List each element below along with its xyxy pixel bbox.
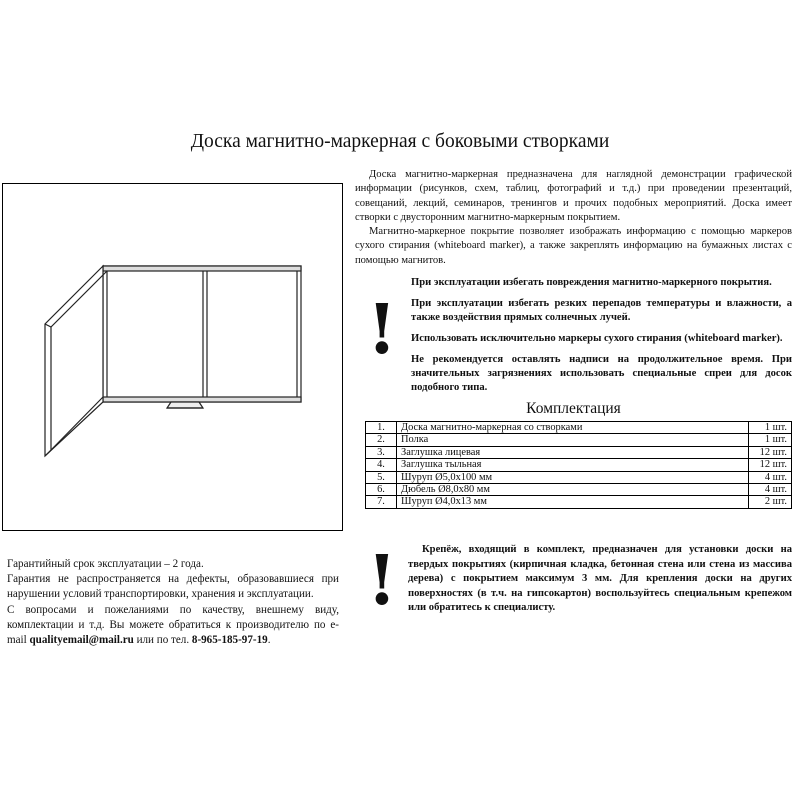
table-row bbox=[366, 422, 792, 434]
contact-text: . bbox=[267, 634, 271, 647]
contact-email[interactable]: qualityemail@mail.ru bbox=[29, 634, 134, 647]
warning-item: Не рекомендуется оставлять надписи на продолжительное время. При значительных загрязнениях использовать специальные спреи для досок подобного типа. bbox=[411, 354, 792, 393]
warning-item: При эксплуатации избегать резких перепадов температуры и влажности, а также воздействия прямых солнечных лучей. bbox=[411, 298, 792, 323]
item-qty: 1 шт. bbox=[749, 422, 792, 434]
row-number: 1. bbox=[366, 422, 397, 434]
exclamation-icon: ! bbox=[367, 290, 397, 370]
item-qty: 1 шт. bbox=[749, 434, 792, 446]
guarantee-info bbox=[7, 557, 339, 648]
whiteboard-drawing bbox=[3, 184, 344, 532]
contact-info bbox=[7, 603, 339, 649]
page-title: Доска магнитно-маркерная с боковыми створками bbox=[190, 131, 610, 152]
table-row bbox=[366, 446, 792, 458]
guarantee-exclusions: Гарантия не распространяется на дефекты, образовавшиеся при нарушении условий транспортировки, хранения и эксплуатации. bbox=[7, 573, 339, 601]
contact-phone: 8-965-185-97-19 bbox=[191, 634, 268, 647]
mounting-note: Крепёж, входящий в комплект, предназначен для установки доски на твердых покрытиях (кирпичная кладка, бетонная стена или стена из массива дерева) с покрытием максимум 3 мм. Для крепления доски на других поверхностях (в т.ч. на гипсокартон) воспользуйтесь специальным крепежом или обратитесь к специалисту. bbox=[408, 544, 792, 614]
row-number: 3. bbox=[366, 446, 397, 458]
item-qty: 4 шт. bbox=[749, 484, 792, 496]
warning-item: Использовать исключительно маркеры сухого стирания (whiteboard marker). bbox=[411, 333, 783, 344]
item-name: Доска магнитно-маркерная со створками bbox=[397, 422, 749, 434]
warnings-list bbox=[411, 276, 792, 402]
item-qty: 12 шт. bbox=[749, 446, 792, 458]
contact-text: С вопросами и пожеланиями по качеству, внешнему виду, комплектации и т.д. Вы можете обратиться к производителю по e-mail bbox=[7, 603, 339, 647]
table-row bbox=[366, 459, 792, 471]
description-paragraph: Магнитно-маркерное покрытие позволяет изображать информацию с помощью маркеров сухого стирания (whiteboard marker), а также закреплять информацию на бумажных листах с помощью магнитов. bbox=[355, 226, 792, 266]
guarantee-term: Гарантийный срок эксплуатации – 2 года. bbox=[7, 558, 204, 570]
item-qty: 12 шт. bbox=[749, 459, 792, 471]
item-name: Шуруп Ø5,0х100 мм bbox=[397, 471, 749, 483]
row-number: 2. bbox=[366, 434, 397, 446]
table-row bbox=[366, 496, 792, 508]
row-number: 6. bbox=[366, 484, 397, 496]
row-number: 4. bbox=[366, 459, 397, 471]
warning-item: При эксплуатации избегать повреждения магнитно-маркерного покрытия. bbox=[411, 277, 772, 288]
item-qty: 4 шт. bbox=[749, 471, 792, 483]
kit-table bbox=[365, 421, 792, 509]
row-number: 5. bbox=[366, 471, 397, 483]
description-paragraph: Доска магнитно-маркерная предназначена для наглядной демонстрации графической информации (рисунков, схем, таблиц, фотографий и т.д.) при проведении презентаций, совещаний, лекций, семинаров, тренингов и прочих подобных мероприятий. Доска имеет створки с двусторонним магнитно-маркерным покрытием. bbox=[355, 169, 792, 223]
exclamation-icon: ! bbox=[367, 541, 397, 621]
item-name: Заглушка тыльная bbox=[397, 459, 749, 471]
item-qty: 2 шт. bbox=[749, 496, 792, 508]
row-number: 7. bbox=[366, 496, 397, 508]
item-name: Заглушка лицевая bbox=[397, 446, 749, 458]
product-illustration bbox=[2, 183, 343, 531]
item-name: Дюбель Ø8,0х80 мм bbox=[397, 484, 749, 496]
item-name: Шуруп Ø4,0х13 мм bbox=[397, 496, 749, 508]
item-name: Полка bbox=[397, 434, 749, 446]
product-description bbox=[355, 168, 792, 268]
table-row bbox=[366, 484, 792, 496]
kit-title: Комплектация bbox=[526, 400, 621, 417]
table-row bbox=[366, 471, 792, 483]
table-row bbox=[366, 434, 792, 446]
contact-text: или по тел. bbox=[133, 634, 192, 647]
